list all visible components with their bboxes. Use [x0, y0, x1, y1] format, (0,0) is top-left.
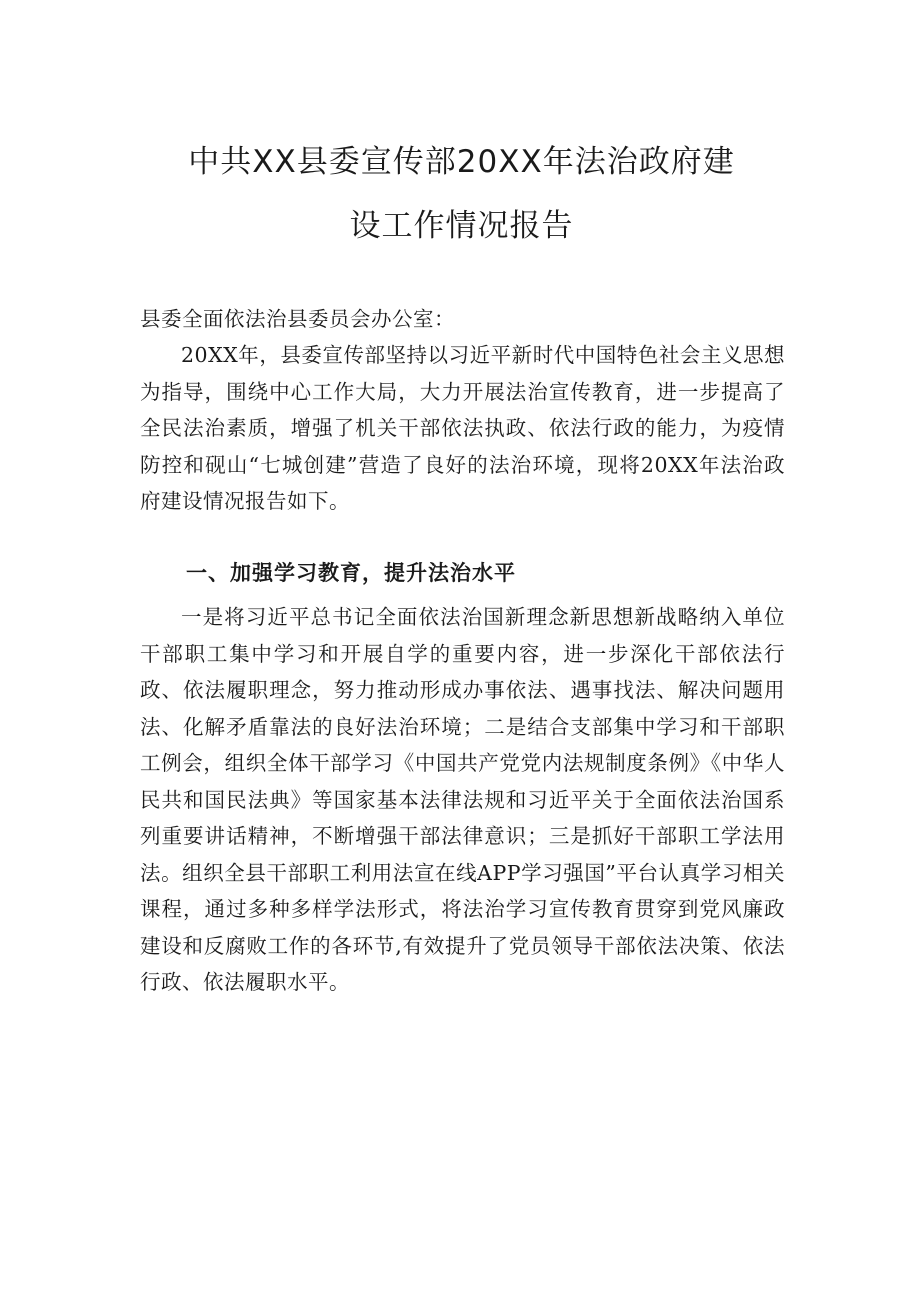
salutation: 县委全面依法治县委员会办公室： [140, 307, 455, 331]
document-title-line-2: 设工作情况报告 [349, 208, 574, 244]
section-1-paragraph: 一是将习近平总书记全面依法治国新理念新思想新战略纳入单位干部职工集中学习和开展自学的重要内容，进一步深化干部依法行政、依法履职理念，努力推动形成办事依法、遇事找法、解决问题用法、化解矛盾靠法的良好法治环境；二是结合支部集中学习和干部职工例会，组织全体干部学习《中国共产党党内法规制度条例》《中华人民共和国民法典》等国家基本法律法规和习近平关于全面依法治国系列重要讲话精神，不断增强干部法律意识；三是抓好干部职工学法用法。组织全县干部职工利用法宣在线APP学习强国”平台认真学习相关课程，通过多种多样学法形式，将法治学习宣传教育贯穿到党风廉政建设和反腐败工作的各环节,有效提升了党员领导干部依法决策、依法行政、依法履职水平。 [140, 605, 785, 994]
intro-paragraph: 20XX年，县委宣传部坚持以习近平新时代中国特色社会主义思想为指导，围绕中心工作大局，大力开展法治宣传教育，进一步提高了全民法治素质，增强了机关干部依法执政、依法行政的能力，为疫情防控和砚山“七城创建”营造了良好的法治环境，现将20XX年法治政府建设情况报告如下。 [140, 343, 785, 513]
document-title-line-1: 中共XX县委宣传部20XX年法治政府建 [188, 144, 735, 180]
section-1-heading: 一、加强学习教育，提升法治水平 [186, 561, 516, 585]
